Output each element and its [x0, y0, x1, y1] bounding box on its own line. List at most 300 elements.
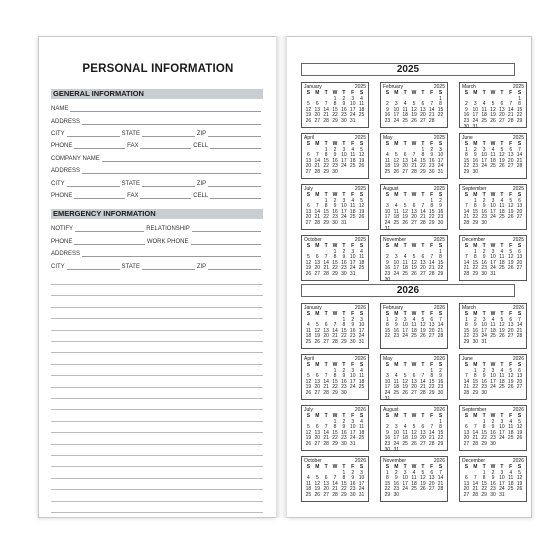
zip-label: ZIP	[196, 181, 207, 187]
weekday-letter: S	[464, 141, 469, 147]
day-number: 2	[342, 367, 346, 374]
day-number: 8	[324, 152, 328, 159]
weekday-letter: M	[394, 464, 399, 470]
day-number: 1	[333, 367, 337, 374]
day-number: 7	[324, 254, 328, 261]
day-number: 15	[332, 378, 338, 385]
day-number: 4	[491, 146, 495, 153]
weekday-letter: T	[500, 243, 504, 249]
weekday-letter: M	[394, 311, 399, 317]
weekday-letter: W	[332, 141, 338, 147]
note-line[interactable]	[51, 398, 263, 399]
day-number: 21	[507, 112, 514, 119]
day-number: 23	[341, 112, 347, 119]
day-number: 23	[393, 486, 400, 493]
day-number: 23	[332, 163, 338, 170]
day-number: 4	[403, 254, 407, 261]
day-number: 17	[472, 112, 479, 119]
day-number: 12	[358, 152, 365, 159]
day-number: 25	[411, 486, 417, 493]
day-number: 8	[473, 373, 477, 380]
day-number: 2	[394, 469, 398, 476]
weekday-letter: T	[482, 311, 486, 317]
weekday-letter: S	[517, 464, 522, 470]
day-number: 5	[394, 152, 398, 159]
weekday-letter: W	[332, 243, 338, 249]
weekday-letter: T	[421, 464, 425, 470]
day-number: 25	[499, 384, 505, 391]
day-number: 25	[507, 435, 514, 442]
day-number: 13	[507, 322, 514, 329]
city-label: CITY	[51, 264, 65, 270]
day-number: 8	[518, 101, 521, 108]
day-number: 13	[463, 429, 470, 436]
phone-label: PHONE	[51, 143, 73, 149]
day-number: 24	[490, 384, 496, 391]
day-number: 8	[465, 322, 468, 329]
day-number: 8	[465, 152, 468, 159]
day-number: 13	[314, 106, 321, 113]
day-number: 18	[305, 486, 312, 493]
day-number: 17	[384, 214, 391, 221]
day-number: 9	[351, 322, 355, 329]
day-number: 3	[491, 367, 495, 374]
day-number: 9	[482, 254, 486, 261]
day-number: 10	[402, 475, 408, 482]
day-number: 9	[342, 254, 346, 261]
day-number: 6	[518, 197, 521, 204]
day-number: 29	[332, 389, 338, 396]
day-number: 12	[499, 322, 505, 329]
day-number: 9	[439, 373, 442, 380]
day-number: 21	[323, 384, 329, 391]
day-number: 25	[358, 384, 365, 391]
day-number: 27	[314, 389, 321, 396]
day-number: 24	[349, 435, 356, 442]
company-city-state-zip-row[interactable]	[51, 176, 263, 188]
day-number: 25	[402, 270, 408, 277]
day-number: 17	[490, 208, 496, 215]
day-number: 17	[499, 429, 505, 436]
day-number: 20	[507, 157, 514, 164]
day-number: 9	[342, 373, 346, 380]
note-line[interactable]	[51, 478, 263, 479]
day-number: 22	[481, 486, 487, 493]
day-number: 27	[516, 384, 523, 391]
day-number: 10	[349, 424, 356, 431]
month-calendar-april	[301, 133, 369, 179]
note-line[interactable]	[51, 318, 263, 319]
day-number: 21	[437, 480, 444, 487]
day-number: 7	[324, 424, 328, 431]
day-number: 20	[428, 327, 435, 334]
day-number: 15	[437, 106, 444, 113]
day-number: 5	[491, 101, 495, 108]
month-calendar-october	[301, 456, 369, 502]
day-number: 2	[394, 316, 398, 323]
day-number: 1	[333, 95, 337, 102]
weekday-letter: F	[430, 90, 434, 96]
weekday-letter: S	[438, 192, 443, 198]
day-number: 16	[332, 157, 338, 164]
page-title: PERSONAL INFORMATION	[82, 63, 234, 75]
day-number: 10	[490, 203, 496, 210]
day-number: 6	[315, 254, 319, 261]
month-name: November	[383, 237, 407, 243]
name-label: NAME	[51, 106, 69, 112]
day-number: 7	[430, 101, 434, 108]
day-number: 26	[305, 270, 312, 277]
day-number: 14	[437, 475, 444, 482]
note-line[interactable]	[51, 421, 263, 422]
weekday-letter: M	[315, 311, 320, 317]
month-year: 2026	[354, 305, 366, 311]
day-number: 10	[358, 475, 365, 482]
day-number: 15	[481, 429, 487, 436]
day-number: 4	[386, 152, 389, 159]
weekday-letter: S	[359, 141, 364, 147]
day-number: 12	[358, 203, 365, 210]
note-line[interactable]	[51, 455, 263, 456]
day-number: 30	[341, 117, 347, 124]
phone-fax-cell-row[interactable]	[51, 138, 263, 150]
day-number: 13	[305, 157, 312, 164]
weekday-letter: S	[464, 413, 469, 419]
month-year: 2025	[512, 237, 524, 243]
day-number: 15	[332, 259, 338, 266]
month-calendar-january	[301, 82, 369, 128]
note-line[interactable]	[51, 444, 263, 445]
day-number: 3	[394, 101, 398, 108]
day-number: 2	[473, 146, 477, 153]
day-number: 10	[393, 106, 400, 113]
month-calendar-august	[380, 405, 448, 451]
city-state-zip-row[interactable]	[51, 126, 263, 138]
weekday-letter: W	[490, 141, 496, 147]
city-label: CITY	[51, 181, 65, 187]
day-number: 31	[349, 440, 356, 447]
weekday-letter: T	[403, 192, 407, 198]
day-number: 13	[428, 475, 435, 482]
day-number: 4	[412, 469, 416, 476]
company-address-field[interactable]	[51, 163, 263, 175]
day-number: 1	[386, 469, 389, 476]
day-number: 25	[507, 486, 514, 493]
weekday-letter: M	[315, 192, 320, 198]
day-number: 18	[411, 327, 417, 334]
weekday-letter: T	[482, 192, 486, 198]
weekday-letter: W	[411, 192, 417, 198]
name-field[interactable]	[51, 101, 263, 113]
day-number: 28	[463, 270, 470, 277]
day-number: 29	[437, 270, 444, 277]
day-number: 12	[393, 157, 400, 164]
note-line[interactable]	[51, 352, 263, 353]
day-number: 22	[463, 333, 470, 340]
day-number: 27	[314, 440, 321, 447]
weekday-letter: T	[403, 362, 407, 368]
weekday-letter: S	[517, 413, 522, 419]
day-number: 23	[428, 163, 435, 170]
day-number: 7	[473, 475, 477, 482]
weekday-letter: S	[306, 90, 311, 96]
weekday-letter: T	[342, 311, 346, 317]
day-number: 17	[393, 112, 400, 119]
day-number: 14	[314, 157, 321, 164]
day-number: 21	[463, 265, 470, 272]
weekday-letter: T	[403, 311, 407, 317]
day-number: 29	[428, 219, 435, 226]
day-number: 25	[349, 163, 356, 170]
year-heading: 2026	[301, 284, 515, 297]
day-number: 26	[507, 384, 514, 391]
day-number: 30	[341, 270, 347, 277]
weekday-letter: M	[394, 141, 399, 147]
day-number: 29	[472, 219, 479, 226]
day-number: 4	[500, 367, 504, 374]
day-number: 10	[402, 322, 408, 329]
phone-work-phone-row[interactable]	[51, 234, 263, 246]
note-line[interactable]	[51, 466, 263, 467]
weekday-letter: S	[306, 464, 311, 470]
weekday-letter: S	[438, 464, 443, 470]
day-number: 11	[384, 157, 391, 164]
day-number: 27	[428, 333, 435, 340]
day-number: 31	[384, 225, 391, 232]
day-number: 5	[307, 373, 310, 380]
day-number: 25	[358, 112, 365, 119]
day-number: 8	[482, 424, 486, 431]
emergency-city-state-zip-row[interactable]	[51, 259, 263, 271]
day-number: 30	[341, 440, 347, 447]
day-number: 16	[437, 378, 444, 385]
day-number: 23	[490, 486, 496, 493]
day-number: 9	[430, 152, 434, 159]
day-number: 8	[333, 254, 337, 261]
day-number: 21	[463, 214, 470, 221]
note-line[interactable]	[51, 489, 263, 490]
month-year: 2026	[512, 305, 524, 311]
weekday-letter: T	[324, 413, 328, 419]
day-number: 23	[490, 435, 496, 442]
day-number: 24	[341, 163, 347, 170]
weekday-letter: W	[332, 362, 338, 368]
day-number: 15	[323, 208, 329, 215]
day-number: 7	[315, 152, 319, 159]
day-number: 19	[411, 435, 417, 442]
day-number: 1	[324, 197, 328, 204]
day-number: 1	[342, 469, 346, 476]
company-name-field[interactable]	[51, 151, 263, 163]
day-number: 19	[393, 163, 400, 170]
day-number: 24	[481, 163, 487, 170]
day-number: 9	[465, 106, 468, 113]
day-number: 22	[332, 265, 338, 272]
note-line[interactable]	[51, 387, 263, 388]
day-number: 12	[305, 106, 312, 113]
day-number: 21	[516, 327, 523, 334]
day-number: 22	[384, 486, 391, 493]
day-number: 25	[358, 435, 365, 442]
note-line[interactable]	[51, 295, 263, 296]
day-number: 26	[402, 219, 408, 226]
day-number: 17	[384, 384, 391, 391]
day-number: 21	[428, 435, 435, 442]
day-number: 14	[420, 208, 426, 215]
note-line[interactable]	[51, 307, 263, 308]
day-number: 15	[428, 208, 435, 215]
note-line[interactable]	[51, 341, 263, 342]
day-number: 7	[509, 101, 513, 108]
day-number: 5	[360, 146, 363, 153]
day-number: 19	[402, 214, 408, 221]
day-number: 25	[481, 117, 487, 124]
day-number: 10	[393, 429, 400, 436]
day-number: 15	[481, 480, 487, 487]
weekday-letter: M	[315, 362, 320, 368]
note-line[interactable]	[51, 512, 263, 513]
day-number: 9	[473, 152, 477, 159]
weekday-letter: S	[306, 362, 311, 368]
day-number: 14	[332, 480, 338, 487]
note-line[interactable]	[51, 409, 263, 410]
note-line[interactable]	[51, 375, 263, 376]
day-number: 3	[439, 146, 442, 153]
day-number: 3	[394, 424, 398, 431]
day-number: 2	[333, 146, 337, 153]
day-number: 27	[420, 117, 426, 124]
day-number: 6	[421, 254, 425, 261]
day-number: 7	[421, 203, 425, 210]
note-line[interactable]	[51, 330, 263, 331]
day-number: 22	[420, 163, 426, 170]
weekday-letter: T	[421, 311, 425, 317]
note-line[interactable]	[51, 501, 263, 502]
day-number: 20	[516, 378, 523, 385]
note-line[interactable]	[51, 364, 263, 365]
day-number: 30	[472, 168, 479, 175]
day-number: 27	[314, 270, 321, 277]
day-number: 28	[428, 440, 435, 447]
day-number: 25	[411, 333, 417, 340]
weekday-letter: T	[500, 311, 504, 317]
day-number: 5	[509, 248, 513, 255]
day-number: 24	[472, 117, 479, 124]
day-number: 8	[342, 322, 346, 329]
weekday-letter: S	[359, 464, 364, 470]
weekday-letter: F	[509, 141, 513, 147]
weekday-letter: F	[430, 243, 434, 249]
notify-relationship-row[interactable]	[51, 221, 263, 233]
day-number: 4	[403, 424, 407, 431]
weekday-letter: T	[482, 413, 486, 419]
weekday-letter: M	[394, 243, 399, 249]
weekday-letter: T	[403, 141, 407, 147]
day-number: 16	[384, 112, 391, 119]
day-number: 23	[437, 384, 444, 391]
day-number: 9	[482, 373, 486, 380]
day-number: 31	[393, 446, 400, 453]
emergency-address-field[interactable]	[51, 246, 263, 258]
notify-label: NOTIFY	[51, 226, 73, 232]
day-number: 17	[358, 480, 365, 487]
address-field[interactable]	[51, 114, 263, 126]
weekday-letter: F	[351, 243, 355, 249]
day-number: 5	[412, 101, 416, 108]
day-number: 14	[516, 322, 523, 329]
day-number: 16	[341, 378, 347, 385]
day-number: 26	[314, 491, 321, 498]
note-line[interactable]	[51, 284, 263, 285]
day-number: 4	[482, 101, 486, 108]
day-number: 18	[490, 327, 496, 334]
weekday-letter: F	[509, 362, 513, 368]
day-number: 31	[341, 219, 347, 226]
day-number: 18	[499, 378, 505, 385]
day-number: 27	[314, 117, 321, 124]
day-number: 5	[307, 101, 310, 108]
day-number: 11	[508, 475, 514, 482]
day-number: 27	[516, 214, 523, 221]
day-number: 28	[437, 333, 444, 340]
day-number: 31	[472, 123, 479, 130]
day-number: 18	[499, 208, 505, 215]
day-number: 24	[402, 333, 408, 340]
day-number: 29	[472, 270, 479, 277]
day-number: 17	[481, 157, 487, 164]
day-number: 2	[386, 254, 389, 261]
day-number: 18	[305, 333, 312, 340]
day-number: 6	[412, 203, 416, 210]
day-number: 4	[360, 248, 363, 255]
day-number: 4	[394, 373, 398, 380]
weekday-letter: T	[421, 362, 425, 368]
day-number: 14	[420, 378, 426, 385]
month-name: April	[304, 135, 315, 141]
note-line[interactable]	[51, 432, 263, 433]
day-number: 3	[342, 146, 346, 153]
day-number: 31	[349, 270, 356, 277]
day-number: 14	[428, 429, 435, 436]
day-number: 8	[342, 475, 346, 482]
day-number: 29	[481, 491, 487, 498]
day-number: 20	[305, 214, 312, 221]
zip-label: ZIP	[196, 131, 207, 137]
month-name: December	[462, 237, 486, 243]
phone-label: PHONE	[51, 193, 73, 199]
fax-label: FAX	[127, 143, 139, 149]
day-number: 7	[430, 254, 434, 261]
day-number: 17	[490, 259, 496, 266]
day-number: 1	[482, 469, 486, 476]
month-name: September	[462, 407, 487, 413]
day-number: 14	[463, 259, 470, 266]
company-phone-fax-cell-row[interactable]	[51, 188, 263, 200]
day-number: 7	[333, 475, 337, 482]
day-number: 12	[402, 378, 408, 385]
day-number: 24	[341, 214, 347, 221]
day-number: 7	[315, 203, 319, 210]
day-number: 21	[428, 112, 435, 119]
work-phone-label: WORK PHONE	[146, 239, 189, 245]
month-name: July	[304, 186, 313, 192]
weekday-letter: S	[517, 243, 522, 249]
day-number: 3	[394, 254, 398, 261]
weekday-letter: M	[473, 311, 478, 317]
day-number: 26	[358, 163, 365, 170]
day-number: 7	[412, 152, 416, 159]
day-number: 14	[411, 157, 417, 164]
